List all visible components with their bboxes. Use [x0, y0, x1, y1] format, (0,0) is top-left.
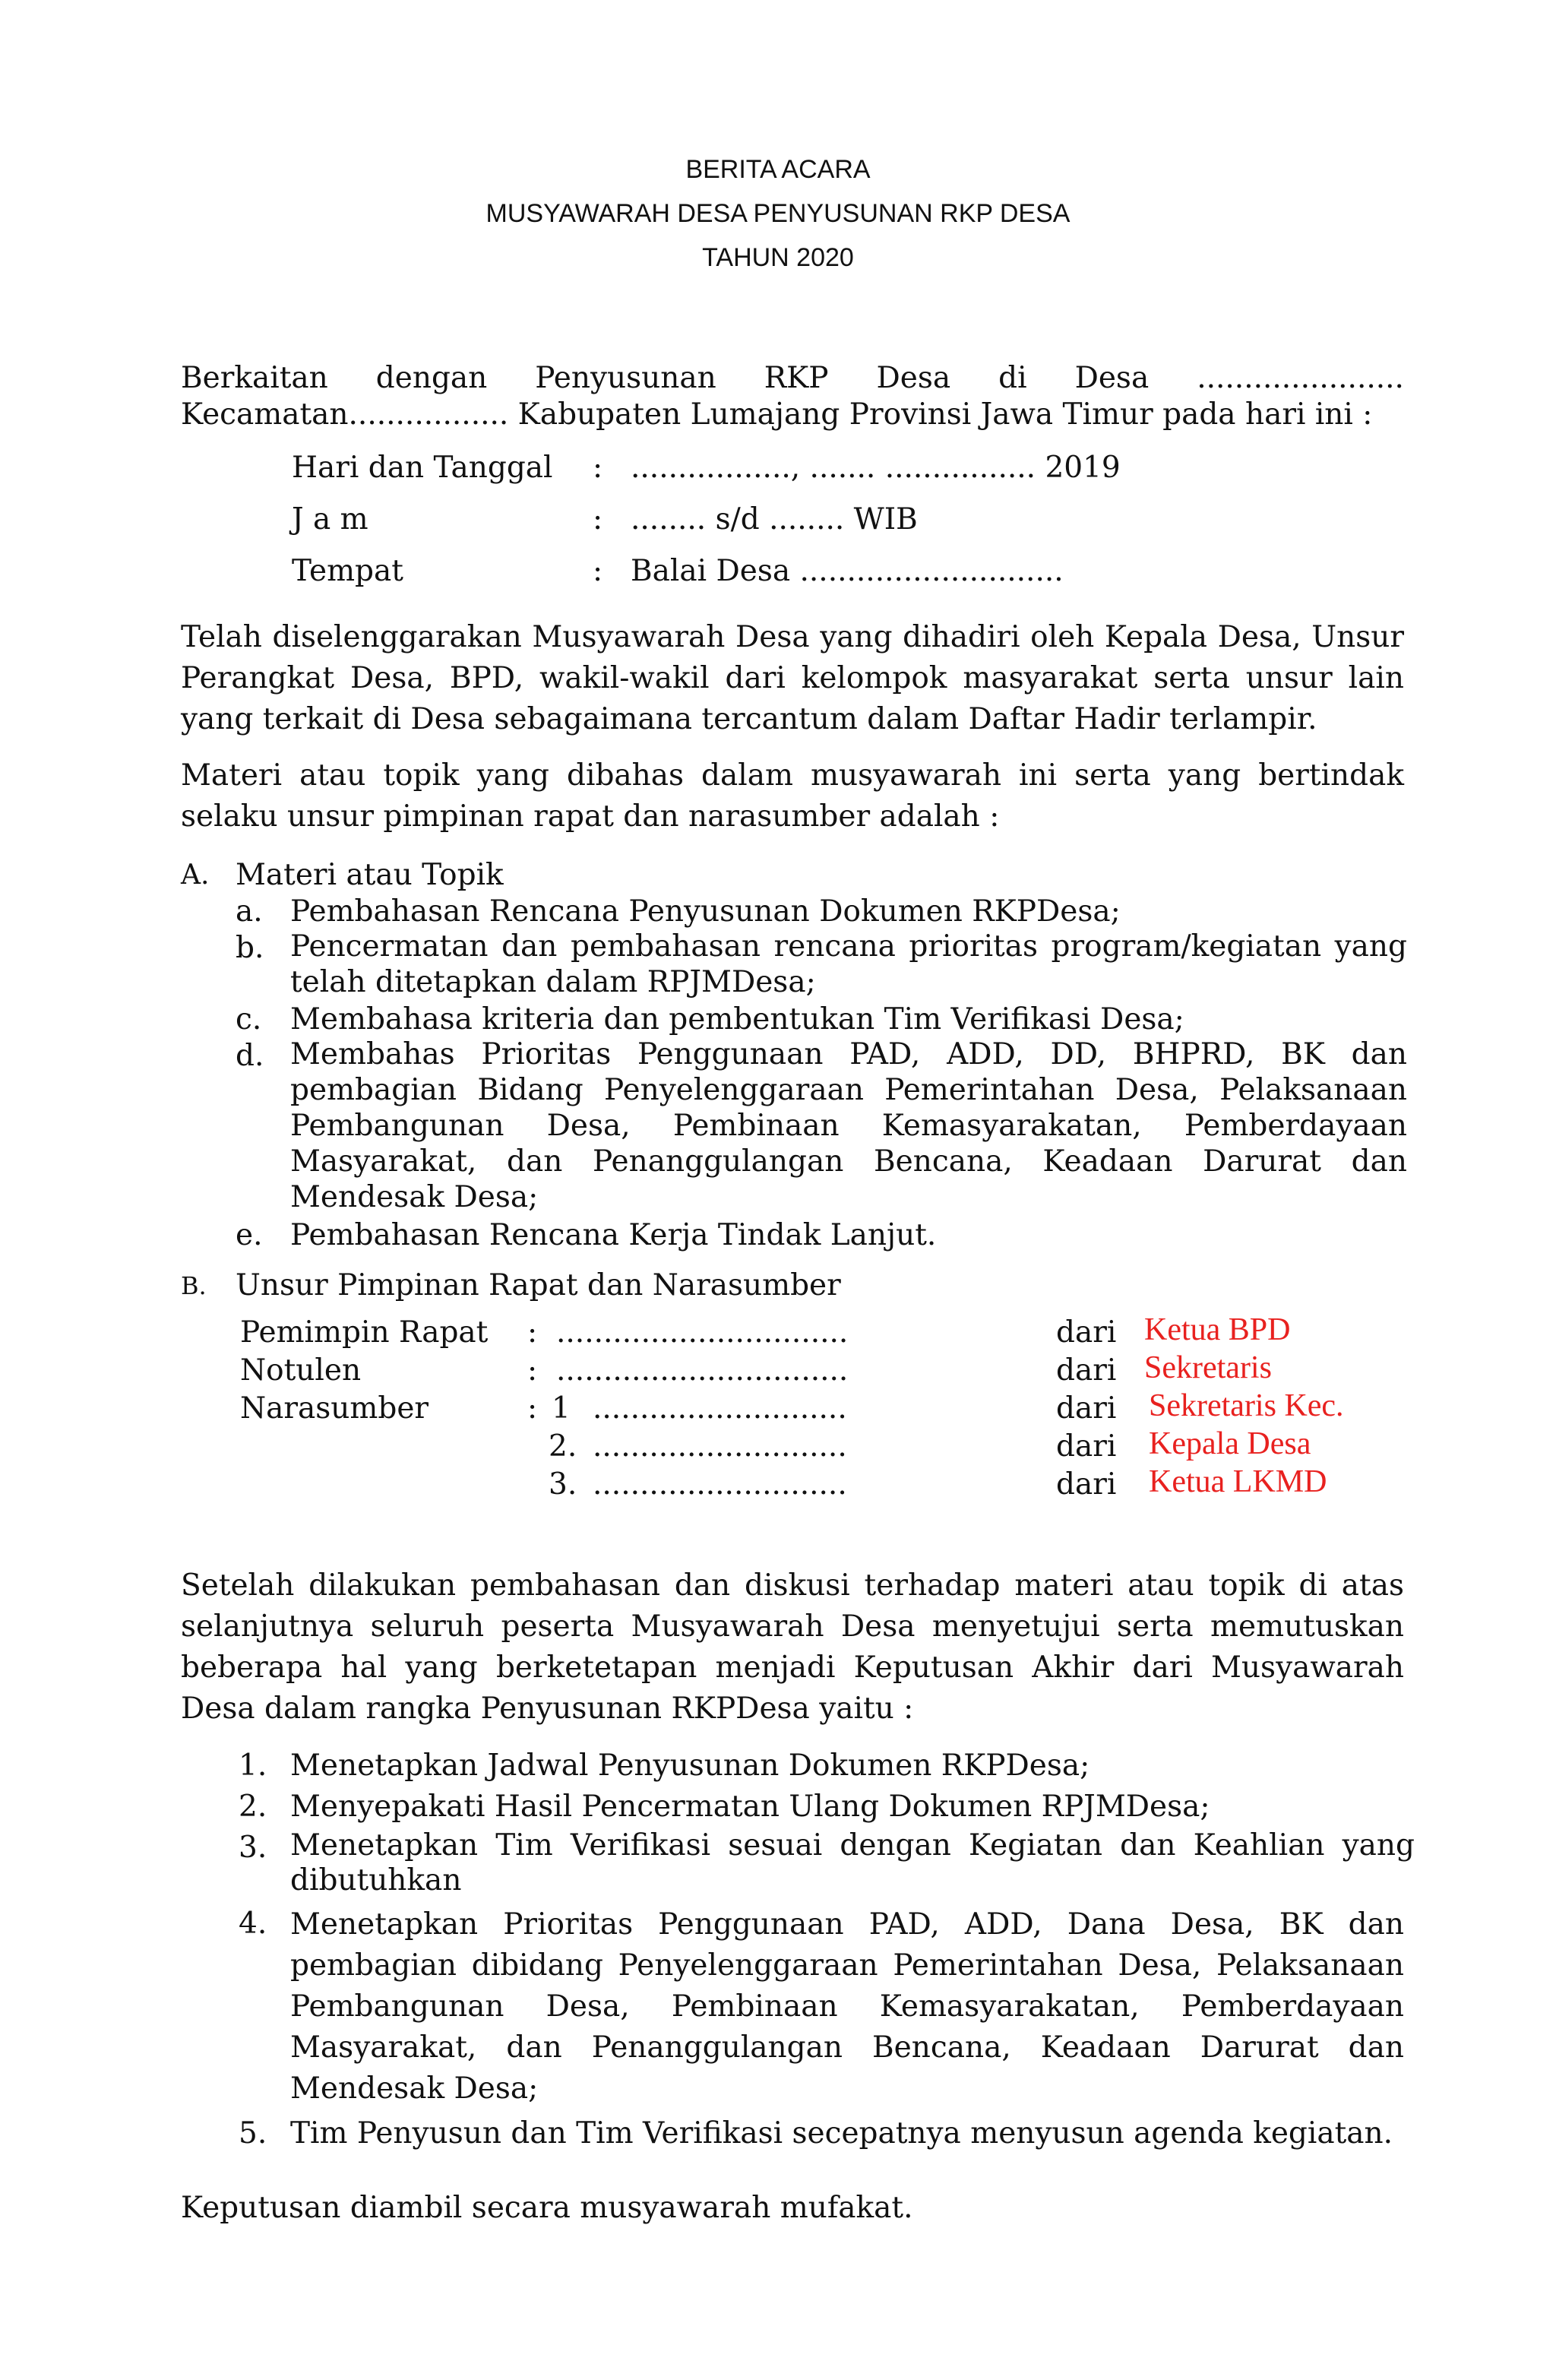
role-from: dari: [1056, 1315, 1117, 1350]
decision-marker: 3.: [239, 1831, 267, 1865]
intro-word: RKP: [764, 361, 829, 395]
role-dots: ...............................: [556, 1315, 849, 1350]
intro-word: dengan: [375, 361, 488, 395]
topic-item: Membahasa kriteria dan pembentukan Tim Verifikasi Desa;: [290, 1002, 1184, 1037]
role-from: dari: [1056, 1467, 1117, 1502]
intro-word: di: [998, 361, 1027, 395]
closing-statement: Keputusan diambil secara musyawarah mufakat.: [181, 2191, 913, 2225]
role-from: dari: [1056, 1429, 1117, 1464]
list-marker: c.: [236, 1002, 262, 1037]
role-separator: :: [527, 1391, 538, 1426]
role-ketua-bpd: Ketua BPD: [1144, 1312, 1291, 1347]
role-dots: ...........................: [593, 1391, 847, 1426]
topic-item: Pembahasan Rencana Kerja Tindak Lanjut.: [290, 1218, 937, 1252]
list-marker: b.: [236, 931, 264, 965]
decision-item: Menetapkan Tim Verifikasi sesuai dengan Kegiatan dan Keahlian yang dibutuhkan: [290, 1828, 1415, 1897]
list-marker: a.: [236, 894, 263, 929]
paragraph-topics: Materi atau topik yang dibahas dalam musyawarah ini serta yang bertindak selaku unsur pimpinan rapat dan narasumber adalah :: [181, 758, 1404, 834]
role-label: Pemimpin Rapat: [240, 1315, 489, 1350]
paragraph-decision-intro: Setelah dilakukan pembahasan dan diskusi terhadap materi atau topik di atas selanjutnya seluruh peserta Musyawarah Desa menyetujui serta memutuskan beberapa hal yang berketetapan menjadi Keputusan Akhir dari Musyawarah Desa dalam rangka Penyusunan RKPDesa yaitu :: [181, 1568, 1404, 1726]
role-separator: :: [527, 1353, 538, 1388]
section-b-heading: Unsur Pimpinan Rapat dan Narasumber: [236, 1268, 841, 1302]
section-a-marker: A.: [181, 859, 210, 891]
doc-year: TAHUN 2020: [702, 243, 854, 272]
detail-label-place: Tempat: [292, 554, 403, 588]
role-dots: ...............................: [556, 1353, 849, 1388]
role-number: 1: [552, 1391, 571, 1426]
decision-item: Menetapkan Jadwal Penyusunan Dokumen RKPDesa;: [290, 1749, 1090, 1783]
intro-word: Desa: [1074, 361, 1150, 395]
detail-label-time: J a m: [292, 502, 368, 536]
doc-title: BERITA ACARA: [685, 155, 871, 184]
detail-value-time: ........ s/d ........ WIB: [631, 502, 918, 536]
role-from: dari: [1056, 1353, 1117, 1388]
section-a-heading: Materi atau Topik: [236, 858, 504, 892]
role-dots: ...........................: [593, 1467, 847, 1502]
role-kepala-desa: Kepala Desa: [1149, 1426, 1311, 1461]
intro-word: ......................: [1197, 361, 1404, 395]
intro-word: Penyusunan: [535, 361, 716, 395]
intro-line-1: [181, 359, 1404, 398]
decision-marker: 2.: [239, 1790, 267, 1824]
role-ketua-lkmd: Ketua LKMD: [1149, 1464, 1327, 1499]
list-marker: d.: [236, 1039, 264, 1073]
role-label: Narasumber: [240, 1391, 429, 1426]
role-sekretaris: Sekretaris: [1144, 1350, 1272, 1385]
detail-separator: :: [593, 554, 603, 588]
decision-marker: 5.: [239, 2116, 267, 2151]
role-sekretaris-kec: Sekretaris Kec.: [1149, 1388, 1344, 1423]
topic-item: Pembahasan Rencana Penyusunan Dokumen RKPDesa;: [290, 894, 1121, 929]
doc-subtitle: MUSYAWARAH DESA PENYUSUNAN RKP DESA: [485, 199, 1071, 228]
intro-line-2: Kecamatan................. Kabupaten Lumajang Provinsi Jawa Timur pada hari ini :: [181, 397, 1373, 432]
paragraph-attendance: Telah diselenggarakan Musyawarah Desa yang dihadiri oleh Kepala Desa, Unsur Perangkat Desa, BPD, wakil-wakil dari kelompok masyarakat serta unsur lain yang terkait di Desa sebagaimana tercantum dalam Daftar Hadir terlampir.: [181, 620, 1404, 736]
role-separator: :: [527, 1315, 538, 1350]
intro-word: Desa: [876, 361, 951, 395]
decision-marker: 1.: [239, 1749, 267, 1783]
role-number: 2.: [549, 1429, 577, 1464]
detail-value-place: Balai Desa ............................: [631, 554, 1064, 588]
decision-item: Menetapkan Prioritas Penggunaan PAD, ADD, Dana Desa, BK dan pembagian dibidang Penyelenggaraan Pemerintahan Desa, Pelaksanaan Pembangunan Desa, Pembinaan Kemasyarakatan, Pemberdayaan Masyarakat, dan Penanggulangan Bencana, Keadaan Darurat dan Mendesak Desa;: [290, 1907, 1404, 2106]
list-marker: e.: [236, 1218, 263, 1252]
decision-item: Menyepakati Hasil Pencermatan Ulang Dokumen RPJMDesa;: [290, 1790, 1210, 1824]
topic-item: Membahas Prioritas Penggunaan PAD, ADD, DD, BHPRD, BK dan pembagian Bidang Penyelenggaraan Pemerintahan Desa, Pelaksanaan Pembangunan Desa, Pembinaan Kemasyarakatan, Pemberdayaan Masyarakat, dan Penanggulangan Bencana, Keadaan Darurat dan Mendesak Desa;: [290, 1037, 1407, 1214]
detail-separator: :: [593, 451, 603, 485]
role-number: 3.: [549, 1467, 577, 1502]
detail-label-date: Hari dan Tanggal: [292, 451, 553, 485]
role-label: Notulen: [240, 1353, 362, 1388]
decision-marker: 4.: [239, 1907, 267, 1941]
detail-value-date: ................., ....... ................ 2019: [631, 451, 1121, 485]
intro-word: Berkaitan: [181, 361, 328, 395]
topic-item: Pencermatan dan pembahasan rencana prioritas program/kegiatan yang telah ditetapkan dalam RPJMDesa;: [290, 929, 1407, 999]
section-b-marker: B.: [181, 1271, 207, 1300]
decision-item: Tim Penyusun dan Tim Verifikasi secepatnya menyusun agenda kegiatan.: [290, 2116, 1393, 2151]
detail-separator: :: [593, 502, 603, 536]
role-from: dari: [1056, 1391, 1117, 1426]
role-dots: ...........................: [593, 1429, 847, 1464]
